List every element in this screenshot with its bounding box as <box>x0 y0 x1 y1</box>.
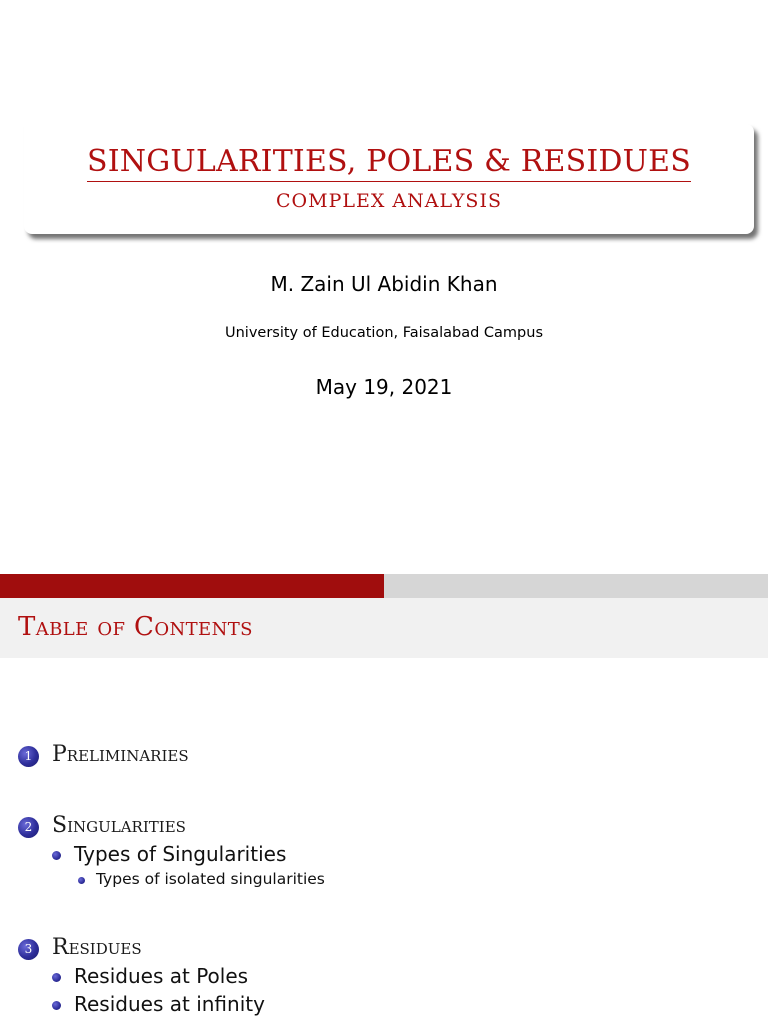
presentation-title-text: SINGULARITIES, POLES & RESIDUES <box>87 144 691 182</box>
institute-name: University of Education, Faisalabad Campus <box>224 325 543 341</box>
subsection-label: Residues at infinity <box>74 992 265 1016</box>
presentation-date: May 19, 2021 <box>315 375 453 399</box>
presentation-subtitle: COMPLEX ANALYSIS <box>276 190 502 212</box>
frame-title: Table of Contents <box>18 612 253 642</box>
section-number-badge: 3 <box>18 939 39 960</box>
section-label: Residues <box>52 935 142 960</box>
subsubsection-label: Types of isolated singularities <box>96 870 325 888</box>
section-label: Singularities <box>52 813 186 838</box>
progress-bar-remaining <box>384 574 768 598</box>
progress-bar-filled <box>0 574 384 598</box>
bullet-icon <box>52 973 61 982</box>
bullet-icon <box>78 877 85 884</box>
section-number-badge: 2 <box>18 817 39 838</box>
subsection-label: Types of Singularities <box>74 842 287 866</box>
subsection-label: Residues at Poles <box>74 964 249 988</box>
presentation-title <box>24 144 754 179</box>
title-block <box>24 124 754 234</box>
bullet-icon <box>52 851 61 860</box>
section-label: Preliminaries <box>52 742 189 767</box>
frame-header <box>0 598 768 658</box>
bullet-icon <box>52 1001 61 1010</box>
author-name: M. Zain Ul Abidin Khan <box>270 272 498 296</box>
toc-slide <box>0 574 768 1024</box>
section-number-badge: 1 <box>18 746 39 767</box>
